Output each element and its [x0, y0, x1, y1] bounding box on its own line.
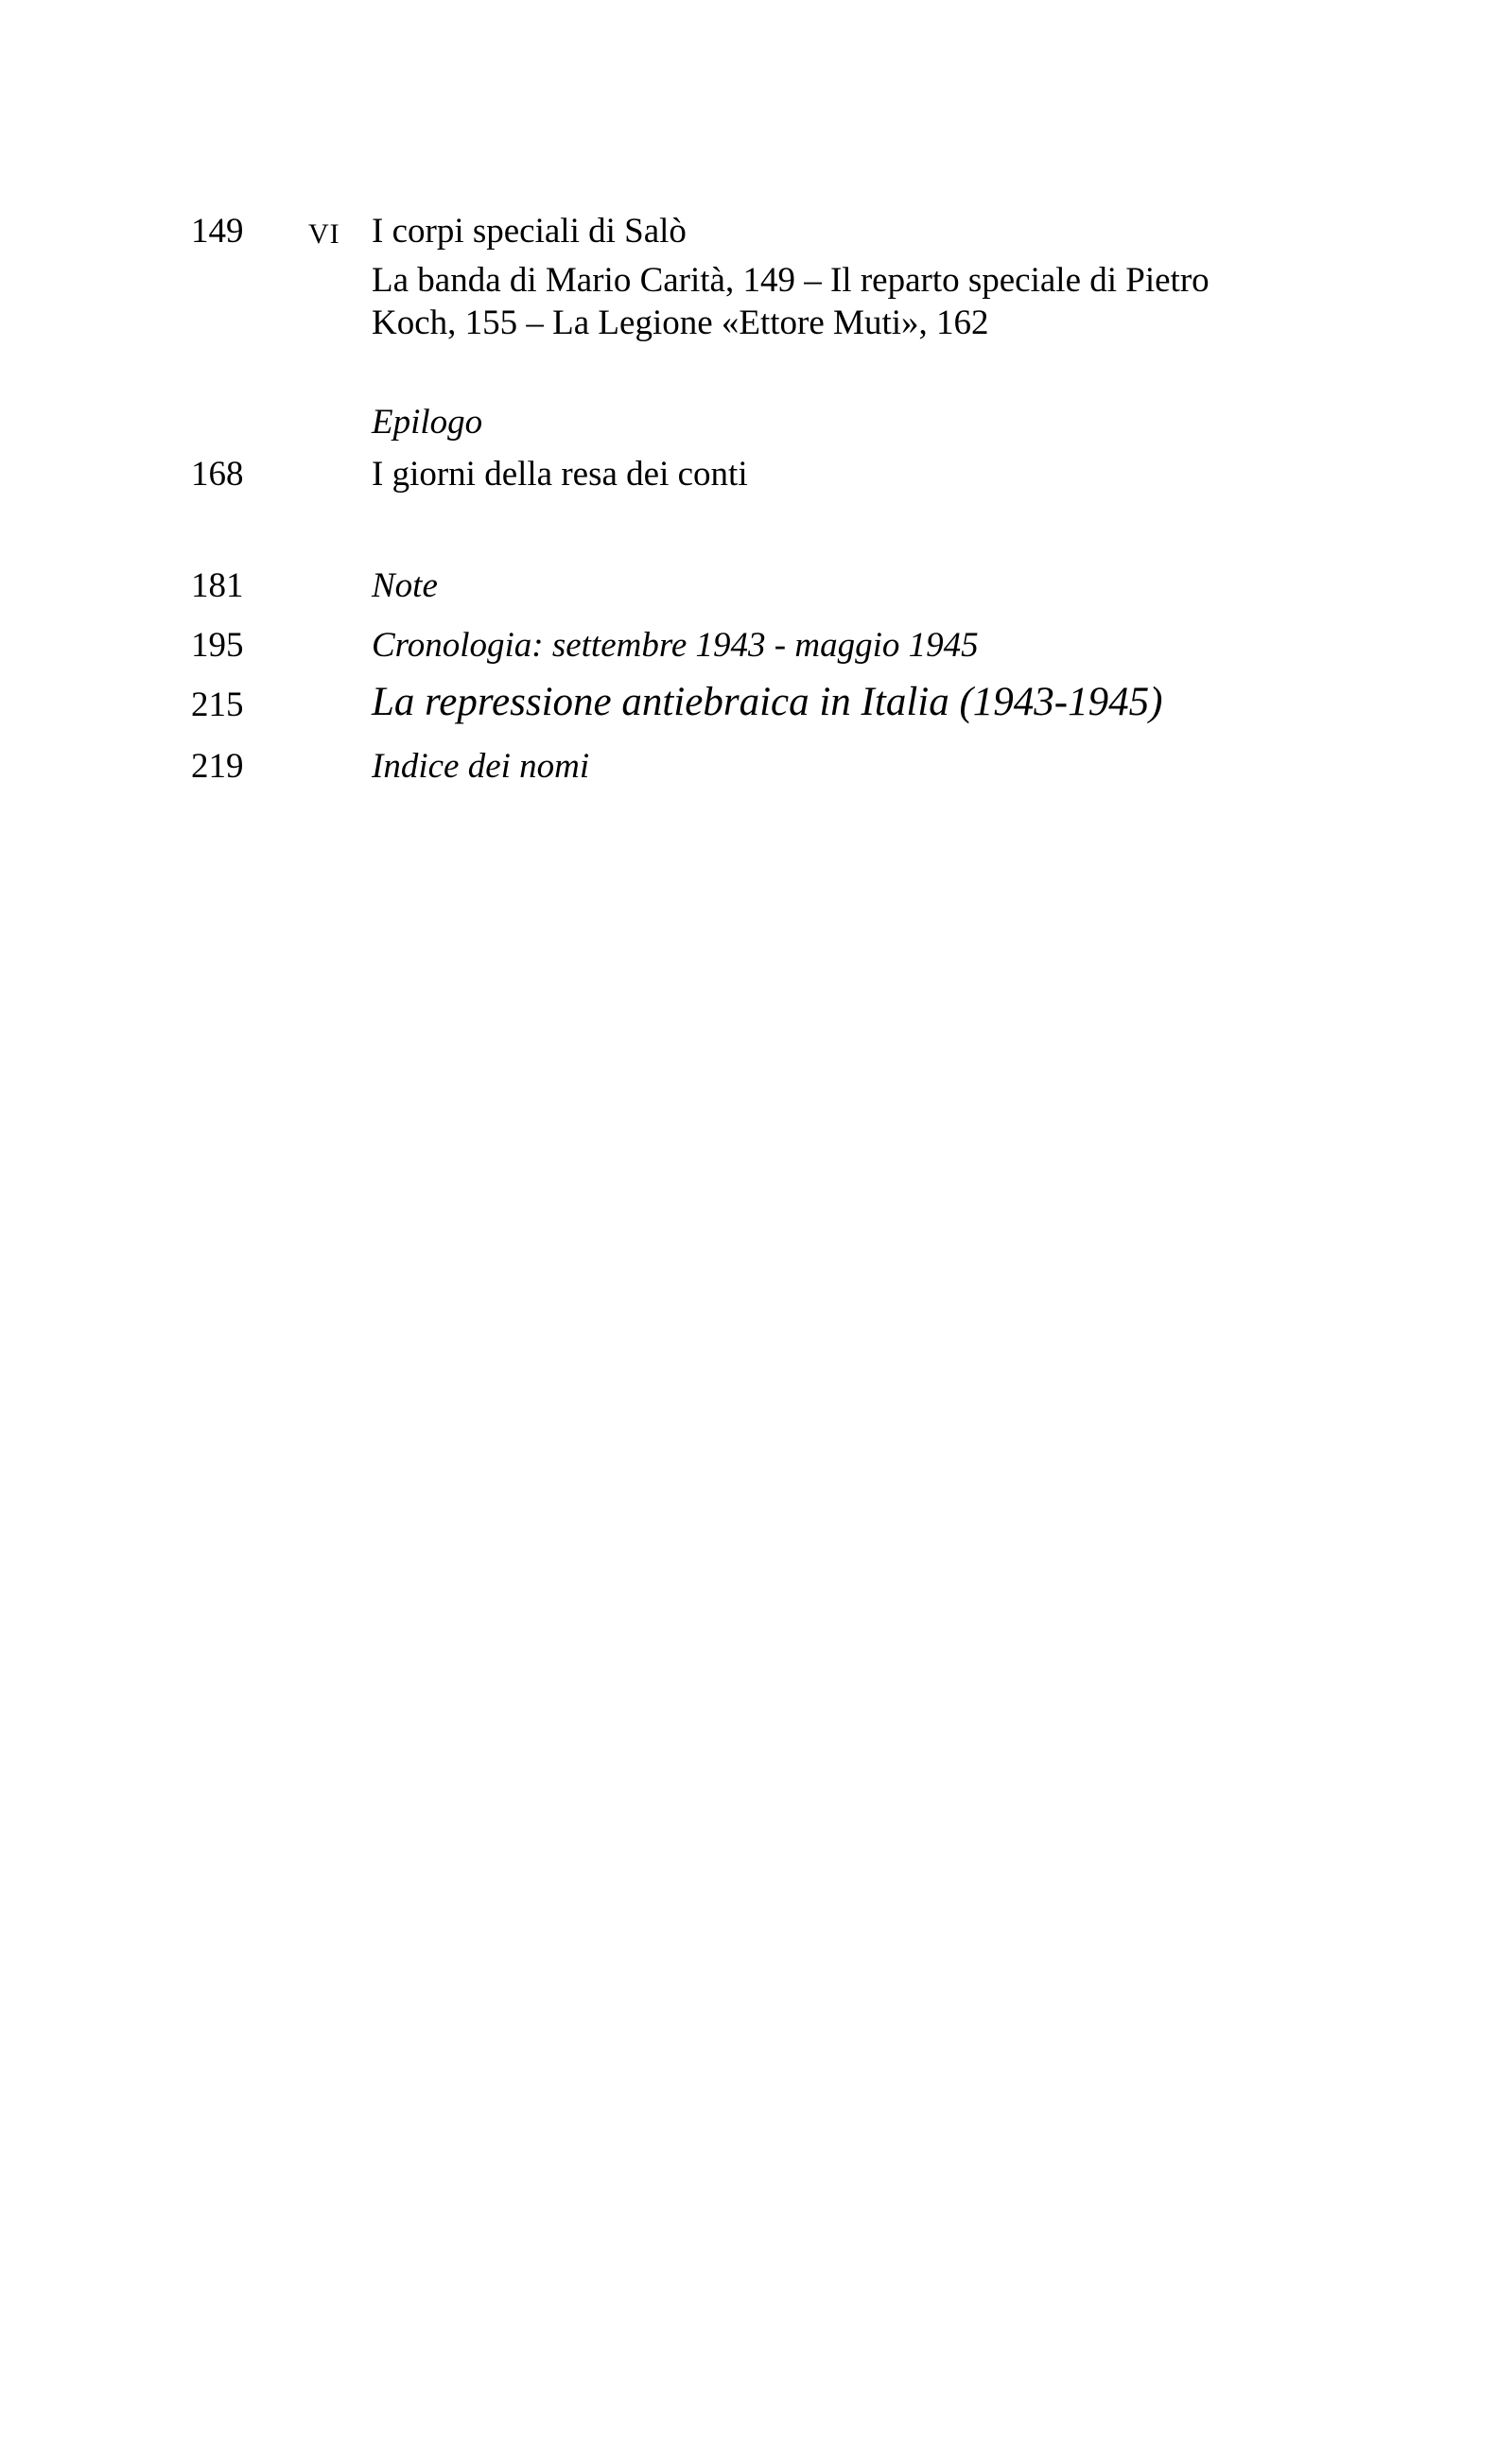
toc-entry-name-index: Indice dei nomi: [372, 747, 590, 786]
toc-page-number: 181: [191, 566, 244, 605]
toc-page-number: 219: [191, 747, 244, 786]
toc-entry-chronology: Cronologia: settembre 1943 - maggio 1945: [372, 626, 979, 665]
epilogue-heading: Epilogo: [372, 403, 483, 442]
chapter-title: I corpi speciali di Salò: [372, 212, 687, 251]
epilogue-title: I giorni della resa dei conti: [372, 455, 748, 494]
toc-entry-notes: Note: [372, 566, 438, 605]
toc-page-number: 168: [191, 455, 244, 494]
toc-entry-repression: La repressione antiebraica in Italia (1943-1945): [372, 680, 1163, 724]
toc-page-number: 149: [191, 212, 244, 251]
toc-page-number: 215: [191, 685, 244, 724]
chapter-number: VI: [308, 218, 340, 250]
toc-page-number: 195: [191, 626, 244, 665]
chapter-subsections-line-1: La banda di Mario Carità, 149 – Il reparto speciale di Pietro: [372, 261, 1210, 300]
chapter-subsections-line-2: Koch, 155 – La Legione «Ettore Muti», 162: [372, 304, 989, 342]
